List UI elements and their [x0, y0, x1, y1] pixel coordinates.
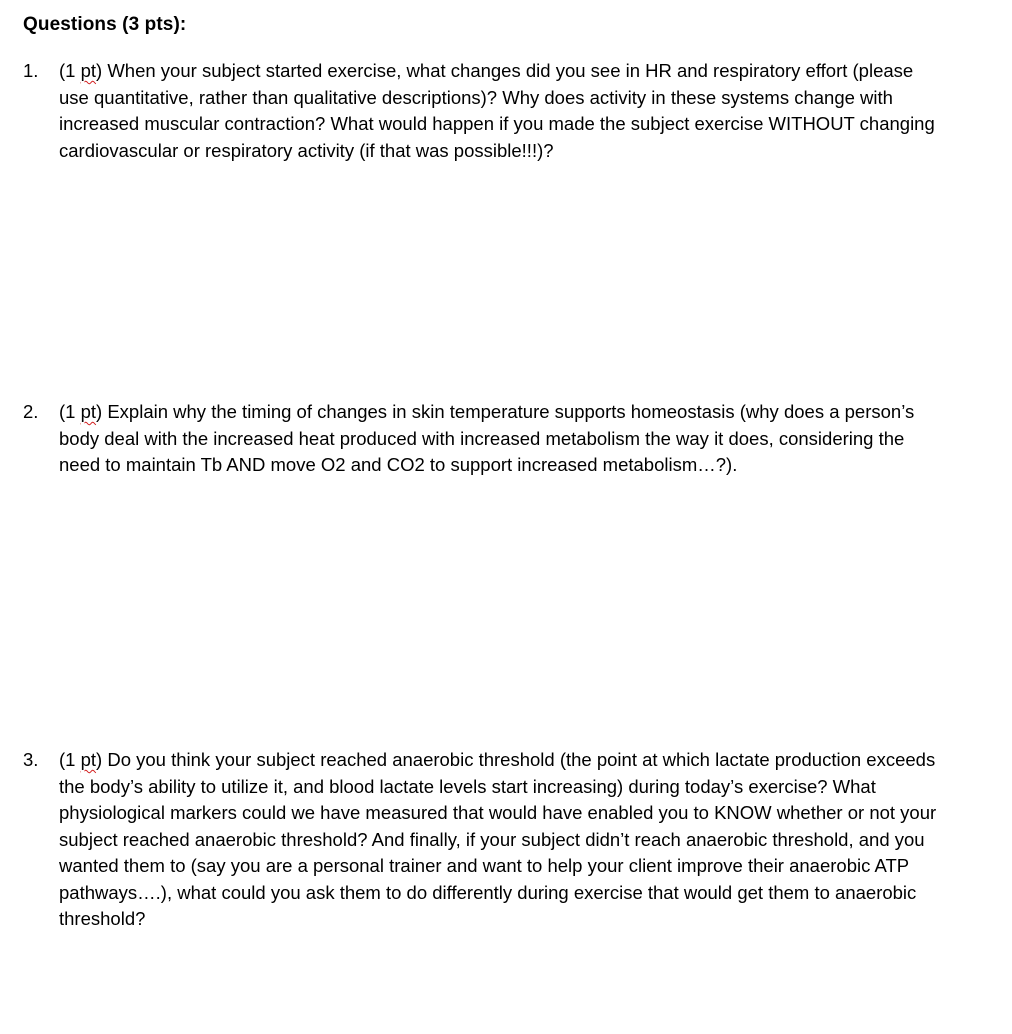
question-1-number: 1.	[23, 60, 39, 81]
points-open: (1	[59, 401, 81, 422]
points-close: )	[96, 401, 103, 422]
question-1	[23, 58, 943, 164]
points-open: (1	[59, 749, 81, 770]
question-3-number: 3.	[23, 749, 39, 770]
question-3-text: Do you think your subject reached anaerobic threshold (the point at which lactate production exceeds the body’s ability to utilize it, and blood lactate levels start increasing) during today’s exercise? What physiological markers could we have measured that would have enabled you to KNOW whether or not your subject reached anaerobic threshold? And finally, if your subject didn’t reach anaerobic threshold, and you wanted them to (say you are a personal trainer and want to help your client improve their anaerobic ATP pathways….), what could you ask them to do differently during exercise that would get them to anaerobic threshold?	[59, 749, 937, 929]
spellcheck-word-pt[interactable]: pt	[80, 60, 97, 81]
points-open: (1	[59, 60, 81, 81]
question-3	[23, 747, 943, 933]
spellcheck-word-pt[interactable]: pt	[80, 749, 97, 770]
points-close: )	[96, 749, 103, 770]
question-2	[23, 399, 943, 479]
question-1-points	[59, 60, 102, 81]
points-close: )	[96, 60, 103, 81]
question-1-body	[59, 58, 943, 164]
spellcheck-word-pt[interactable]: pt	[80, 401, 97, 422]
questions-heading: Questions (3 pts):	[23, 14, 187, 35]
question-2-number: 2.	[23, 401, 39, 422]
question-2-body	[59, 399, 943, 479]
question-1-text: When your subject started exercise, what changes did you see in HR and respiratory effort (please use quantitative, rather than qualitative descriptions)? Why does activity in these systems change with increased muscular contraction? What would happen if you made the subject exercise WITHOUT changing cardiovascular or respiratory activity (if that was possible!!!)?	[59, 60, 935, 161]
question-3-body	[59, 747, 943, 933]
question-2-points	[59, 401, 102, 422]
question-2-text: Explain why the timing of changes in skin temperature supports homeostasis (why does a person’s body deal with the increased heat produced with increased metabolism the way it does, considering the need to maintain Tb AND move O2 and CO2 to support increased metabolism…?).	[59, 401, 915, 475]
question-3-points	[59, 749, 102, 770]
